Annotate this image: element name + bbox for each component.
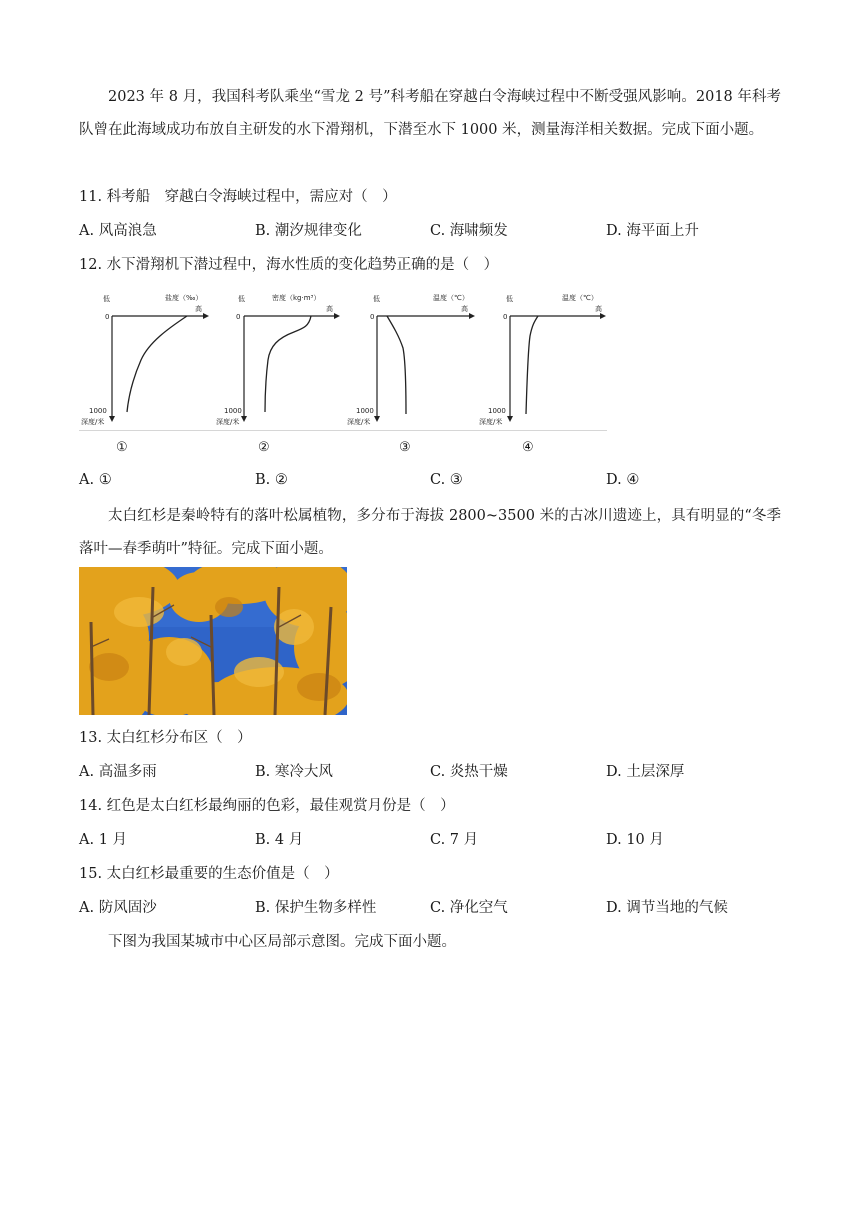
graph-1-depth-value: 1000 bbox=[89, 407, 107, 415]
graph-4-y-arrow bbox=[507, 416, 513, 422]
graph-4-curve bbox=[526, 316, 538, 414]
graph-2-depth-value: 1000 bbox=[224, 407, 242, 415]
q15-option-a[interactable]: A. 防风固沙 bbox=[79, 900, 157, 916]
question-12-stem: 12. 水下滑翔机下潜过程中，海水性质的变化趋势正确的是（ ） bbox=[79, 257, 499, 273]
graph-3-depth-label: 深度/米 bbox=[347, 418, 371, 426]
q11-option-d[interactable]: D. 海平面上升 bbox=[606, 223, 699, 239]
intro-paragraph-1: 2023 年 8 月，我国科考队乘坐“雪龙 2 号”科考船在穿越白令海峡过程中不断受强风影响。2018 年科考队曾在此海域成功布放自主研发的水下滑翔机，下潜至水下 1000 米，测量海洋相关数据。完成下面小题。 bbox=[79, 89, 781, 138]
graph-temperature-3 bbox=[345, 290, 475, 434]
graph-1-title: 盐度（‰） bbox=[165, 294, 203, 302]
graph-1-low-label: 低 bbox=[103, 295, 110, 303]
q11-option-c[interactable]: C. 海啸频发 bbox=[430, 223, 508, 239]
graph-2-low-label: 低 bbox=[238, 295, 245, 303]
graph-1-marker: ① bbox=[116, 440, 128, 455]
question-13-stem: 13. 太白红杉分布区（ ） bbox=[79, 730, 252, 746]
intro-paragraph-2: 太白红杉是秦岭特有的落叶松属植物，多分布于海拔 2800~3500 米的古冰川遗迹上，具有明显的“冬季落叶—春季萌叶”特征。完成下面小题。 bbox=[79, 508, 781, 557]
graph-4-zero-label: 0 bbox=[503, 313, 508, 321]
graph-2-marker: ② bbox=[258, 440, 270, 455]
q14-option-a[interactable]: A. 1 月 bbox=[79, 832, 128, 848]
graph-2-high-label: 高 bbox=[326, 305, 333, 313]
graph-1-x-arrow bbox=[203, 313, 209, 319]
q12-option-a[interactable]: A. ① bbox=[79, 472, 112, 488]
q14-option-d[interactable]: D. 10 月 bbox=[606, 832, 664, 848]
graph-2-title: 密度（kg·m³） bbox=[272, 294, 321, 302]
graph-4-depth-value: 1000 bbox=[488, 407, 506, 415]
graph-baseline-divider bbox=[79, 430, 607, 431]
graph-3-high-label: 高 bbox=[461, 305, 468, 313]
q15-option-c[interactable]: C. 净化空气 bbox=[430, 900, 508, 916]
intro-paragraph-3: 下图为我国某城市中心区局部示意图。完成下面小题。 bbox=[108, 934, 456, 950]
q12-option-d[interactable]: D. ④ bbox=[606, 472, 640, 488]
graph-2-x-arrow bbox=[334, 313, 340, 319]
graph-salinity bbox=[79, 290, 209, 434]
graph-4-x-arrow bbox=[600, 313, 606, 319]
question-14-stem: 14. 红色是太白红杉最绚丽的色彩，最佳观赏月份是（ ） bbox=[79, 798, 455, 814]
graph-3-title: 温度（℃） bbox=[433, 294, 469, 302]
graph-2-zero-label: 0 bbox=[236, 313, 241, 321]
graph-4-low-label: 低 bbox=[506, 295, 513, 303]
graph-4-title: 温度（℃） bbox=[562, 294, 598, 302]
q15-option-b[interactable]: B. 保护生物多样性 bbox=[255, 900, 377, 916]
q13-option-c[interactable]: C. 炎热干燥 bbox=[430, 764, 508, 780]
graph-1-depth-label: 深度/米 bbox=[81, 418, 105, 426]
graph-3-y-arrow bbox=[374, 416, 380, 422]
question-15-stem: 15. 太白红杉最重要的生态价值是（ ） bbox=[79, 866, 339, 882]
graph-2-curve bbox=[265, 316, 311, 412]
graph-4-marker: ④ bbox=[522, 440, 534, 455]
q11-option-b[interactable]: B. 潮汐规律变化 bbox=[255, 223, 362, 239]
larch-trees-photo bbox=[79, 567, 347, 715]
graph-density bbox=[214, 290, 344, 434]
graph-1-y-arrow bbox=[109, 416, 115, 422]
q12-option-c[interactable]: C. ③ bbox=[430, 472, 463, 488]
graph-3-x-arrow bbox=[469, 313, 475, 319]
graph-3-depth-value: 1000 bbox=[356, 407, 374, 415]
graph-1-high-label: 高 bbox=[195, 305, 202, 313]
graph-3-marker: ③ bbox=[399, 440, 411, 455]
q13-option-d[interactable]: D. 土层深厚 bbox=[606, 764, 685, 780]
graph-1-curve bbox=[127, 316, 187, 412]
question-11-stem: 11. 科考船 穿越白令海峡过程中，需应对（ ） bbox=[79, 189, 397, 205]
q14-option-c[interactable]: C. 7 月 bbox=[430, 832, 479, 848]
graph-3-zero-label: 0 bbox=[370, 313, 375, 321]
graph-4-high-label: 高 bbox=[595, 305, 602, 313]
graph-4-depth-label: 深度/米 bbox=[479, 418, 503, 426]
q13-option-a[interactable]: A. 高温多雨 bbox=[79, 764, 157, 780]
q14-option-b[interactable]: B. 4 月 bbox=[255, 832, 304, 848]
graph-temperature-4 bbox=[476, 290, 606, 434]
graph-3-low-label: 低 bbox=[373, 295, 380, 303]
graph-2-depth-label: 深度/米 bbox=[216, 418, 240, 426]
graph-1-zero-label: 0 bbox=[105, 313, 110, 321]
q12-option-b[interactable]: B. ② bbox=[255, 472, 288, 488]
q15-option-d[interactable]: D. 调节当地的气候 bbox=[606, 900, 728, 916]
q11-option-a[interactable]: A. 风高浪急 bbox=[79, 223, 157, 239]
graph-2-y-arrow bbox=[241, 416, 247, 422]
q13-option-b[interactable]: B. 寒冷大风 bbox=[255, 764, 333, 780]
graph-3-curve bbox=[387, 316, 406, 414]
